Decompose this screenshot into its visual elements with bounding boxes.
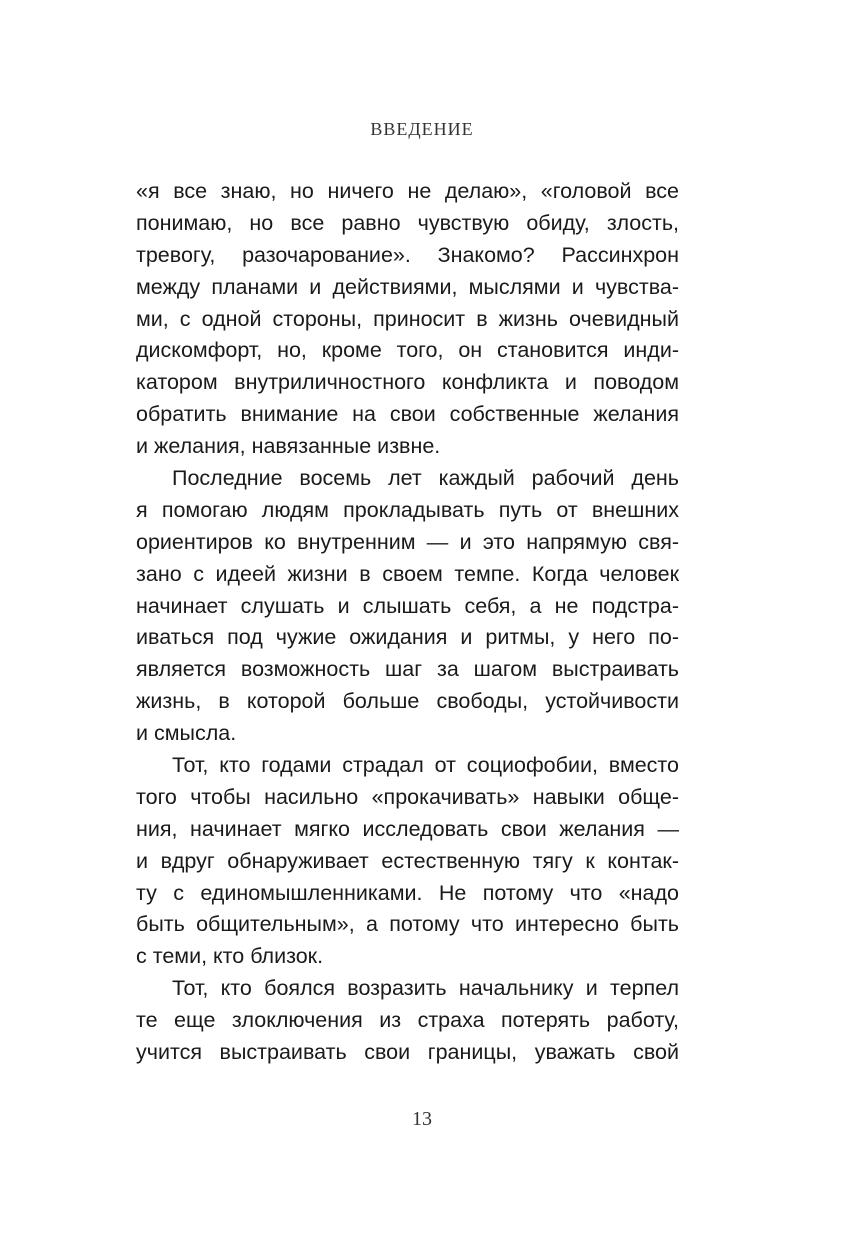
running-title: ВВЕДЕНИЕ bbox=[370, 119, 474, 139]
text-line: начинает слушать и слышать себя, а не подстра- bbox=[136, 593, 679, 618]
text-line: я помогаю людям прокладывать путь от внешних bbox=[136, 497, 679, 522]
text-line: ту с единомышленниками. Не потому что «надо bbox=[136, 880, 679, 905]
text-line: Тот, кто боялся возразить начальнику и терпел bbox=[172, 976, 679, 1001]
text-line: является возможность шаг за шагом выстраивать bbox=[136, 657, 679, 682]
text-line: быть общительным», а потому что интересно быть bbox=[136, 912, 679, 937]
text-line: и смысла. bbox=[136, 721, 237, 746]
text-line: «я все знаю, но ничего не делаю», «головой все bbox=[136, 179, 679, 203]
text-line: тревогу, разочарование». Знакомо? Рассинхрон bbox=[136, 242, 679, 267]
text-line: катором внутриличностного конфликта и поводом bbox=[136, 370, 679, 395]
text-line: учится выстраивать свои границы, уважать свой bbox=[136, 1040, 679, 1065]
text-line: Последние восемь лет каждый рабочий день bbox=[172, 466, 679, 491]
text-line: обратить внимание на свои собственные желания bbox=[136, 402, 679, 427]
text-line: ми, с одной стороны, приносит в жизнь очевидный bbox=[136, 306, 679, 331]
text-line: зано с идеей жизни в своем темпе. Когда человек bbox=[136, 561, 679, 586]
text-line: ния, начинает мягко исследовать свои желания — bbox=[136, 816, 679, 841]
text-line: иваться под чужие ожидания и ритмы, у него по- bbox=[136, 625, 679, 650]
page-number: 13 bbox=[412, 1108, 432, 1130]
text-line: дискомфорт, но, кроме того, он становится инди- bbox=[136, 338, 679, 363]
text-line: между планами и действиями, мыслями и чувства- bbox=[136, 274, 679, 299]
text-line: ориентиров ко внутренним — и это напрямую свя- bbox=[136, 529, 679, 554]
text-line: понимаю, но все равно чувствую обиду, злость, bbox=[136, 210, 679, 235]
text-line: жизнь, в которой больше свободы, устойчивости bbox=[136, 689, 679, 714]
text-line: те еще злоключения из страха потерять работу, bbox=[136, 1008, 679, 1033]
text-line: того чтобы насильно «прокачивать» навыки обще- bbox=[136, 784, 679, 809]
text-line: и вдруг обнаруживает естественную тягу к контак- bbox=[136, 848, 679, 873]
text-line: Тот, кто годами страдал от социофобии, вместо bbox=[172, 753, 679, 778]
text-line: с теми, кто близок. bbox=[136, 944, 324, 969]
text-line: и желания, навязанные извне. bbox=[136, 434, 441, 459]
body-text bbox=[136, 176, 679, 1069]
